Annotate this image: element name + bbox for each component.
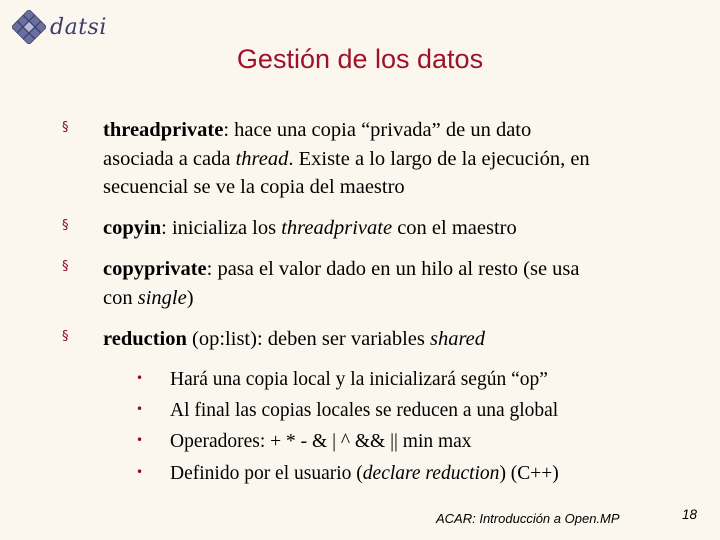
bullet-threadprivate	[103, 116, 680, 202]
bullet-line: con single)	[103, 286, 194, 309]
sub-item: Hará una copia local y la inicializará según “op”	[170, 369, 548, 390]
footer-text: ACAR: Introducción a Open.MP	[436, 511, 620, 526]
section-bullet-icon	[62, 126, 72, 136]
sub-bullet-icon: •	[136, 433, 144, 447]
keyword: copyprivate	[103, 258, 207, 280]
sub-bullet-icon: •	[136, 402, 144, 416]
sub-item: Operadores: + * - & | ^ && || min max	[170, 431, 472, 452]
keyword: reduction	[103, 328, 187, 350]
sub-bullet-icon: •	[136, 465, 144, 479]
datsi-logo	[12, 8, 107, 46]
bullet-copyin	[103, 214, 680, 243]
section-bullet-icon	[62, 335, 72, 345]
bullet-copyprivate	[103, 255, 680, 312]
page-number: 18	[682, 507, 698, 522]
logo-diamond-icon	[12, 10, 46, 44]
sub-item: Al final las copias locales se reducen a una global	[170, 400, 559, 421]
sub-bullet-icon: •	[136, 371, 144, 385]
section-bullet-icon	[62, 224, 72, 234]
bullet-line: threadprivate: hace una copia “privada” de un dato	[103, 119, 532, 141]
bullet-line: asociada a cada thread. Existe a lo largo de la ejecución, en	[103, 147, 590, 170]
bullet-line: reduction (op:list): deben ser variables shared	[103, 328, 486, 350]
slide-title: Gestión de los datos	[236, 44, 484, 74]
bullet-line: secuencial se ve la copia del maestro	[103, 176, 405, 198]
bullet-line: copyin: inicializa los threadprivate con el maestro	[103, 217, 517, 239]
logo-text: datsi	[50, 14, 107, 40]
section-bullet-icon	[62, 265, 72, 275]
bullet-reduction	[103, 325, 680, 354]
bullet-line: copyprivate: pasa el valor dado en un hilo al resto (se usa	[103, 258, 580, 280]
sub-item: Definido por el usuario (declare reduction) (C++)	[170, 463, 559, 484]
keyword: threadprivate	[103, 119, 224, 141]
keyword: copyin	[103, 217, 162, 239]
